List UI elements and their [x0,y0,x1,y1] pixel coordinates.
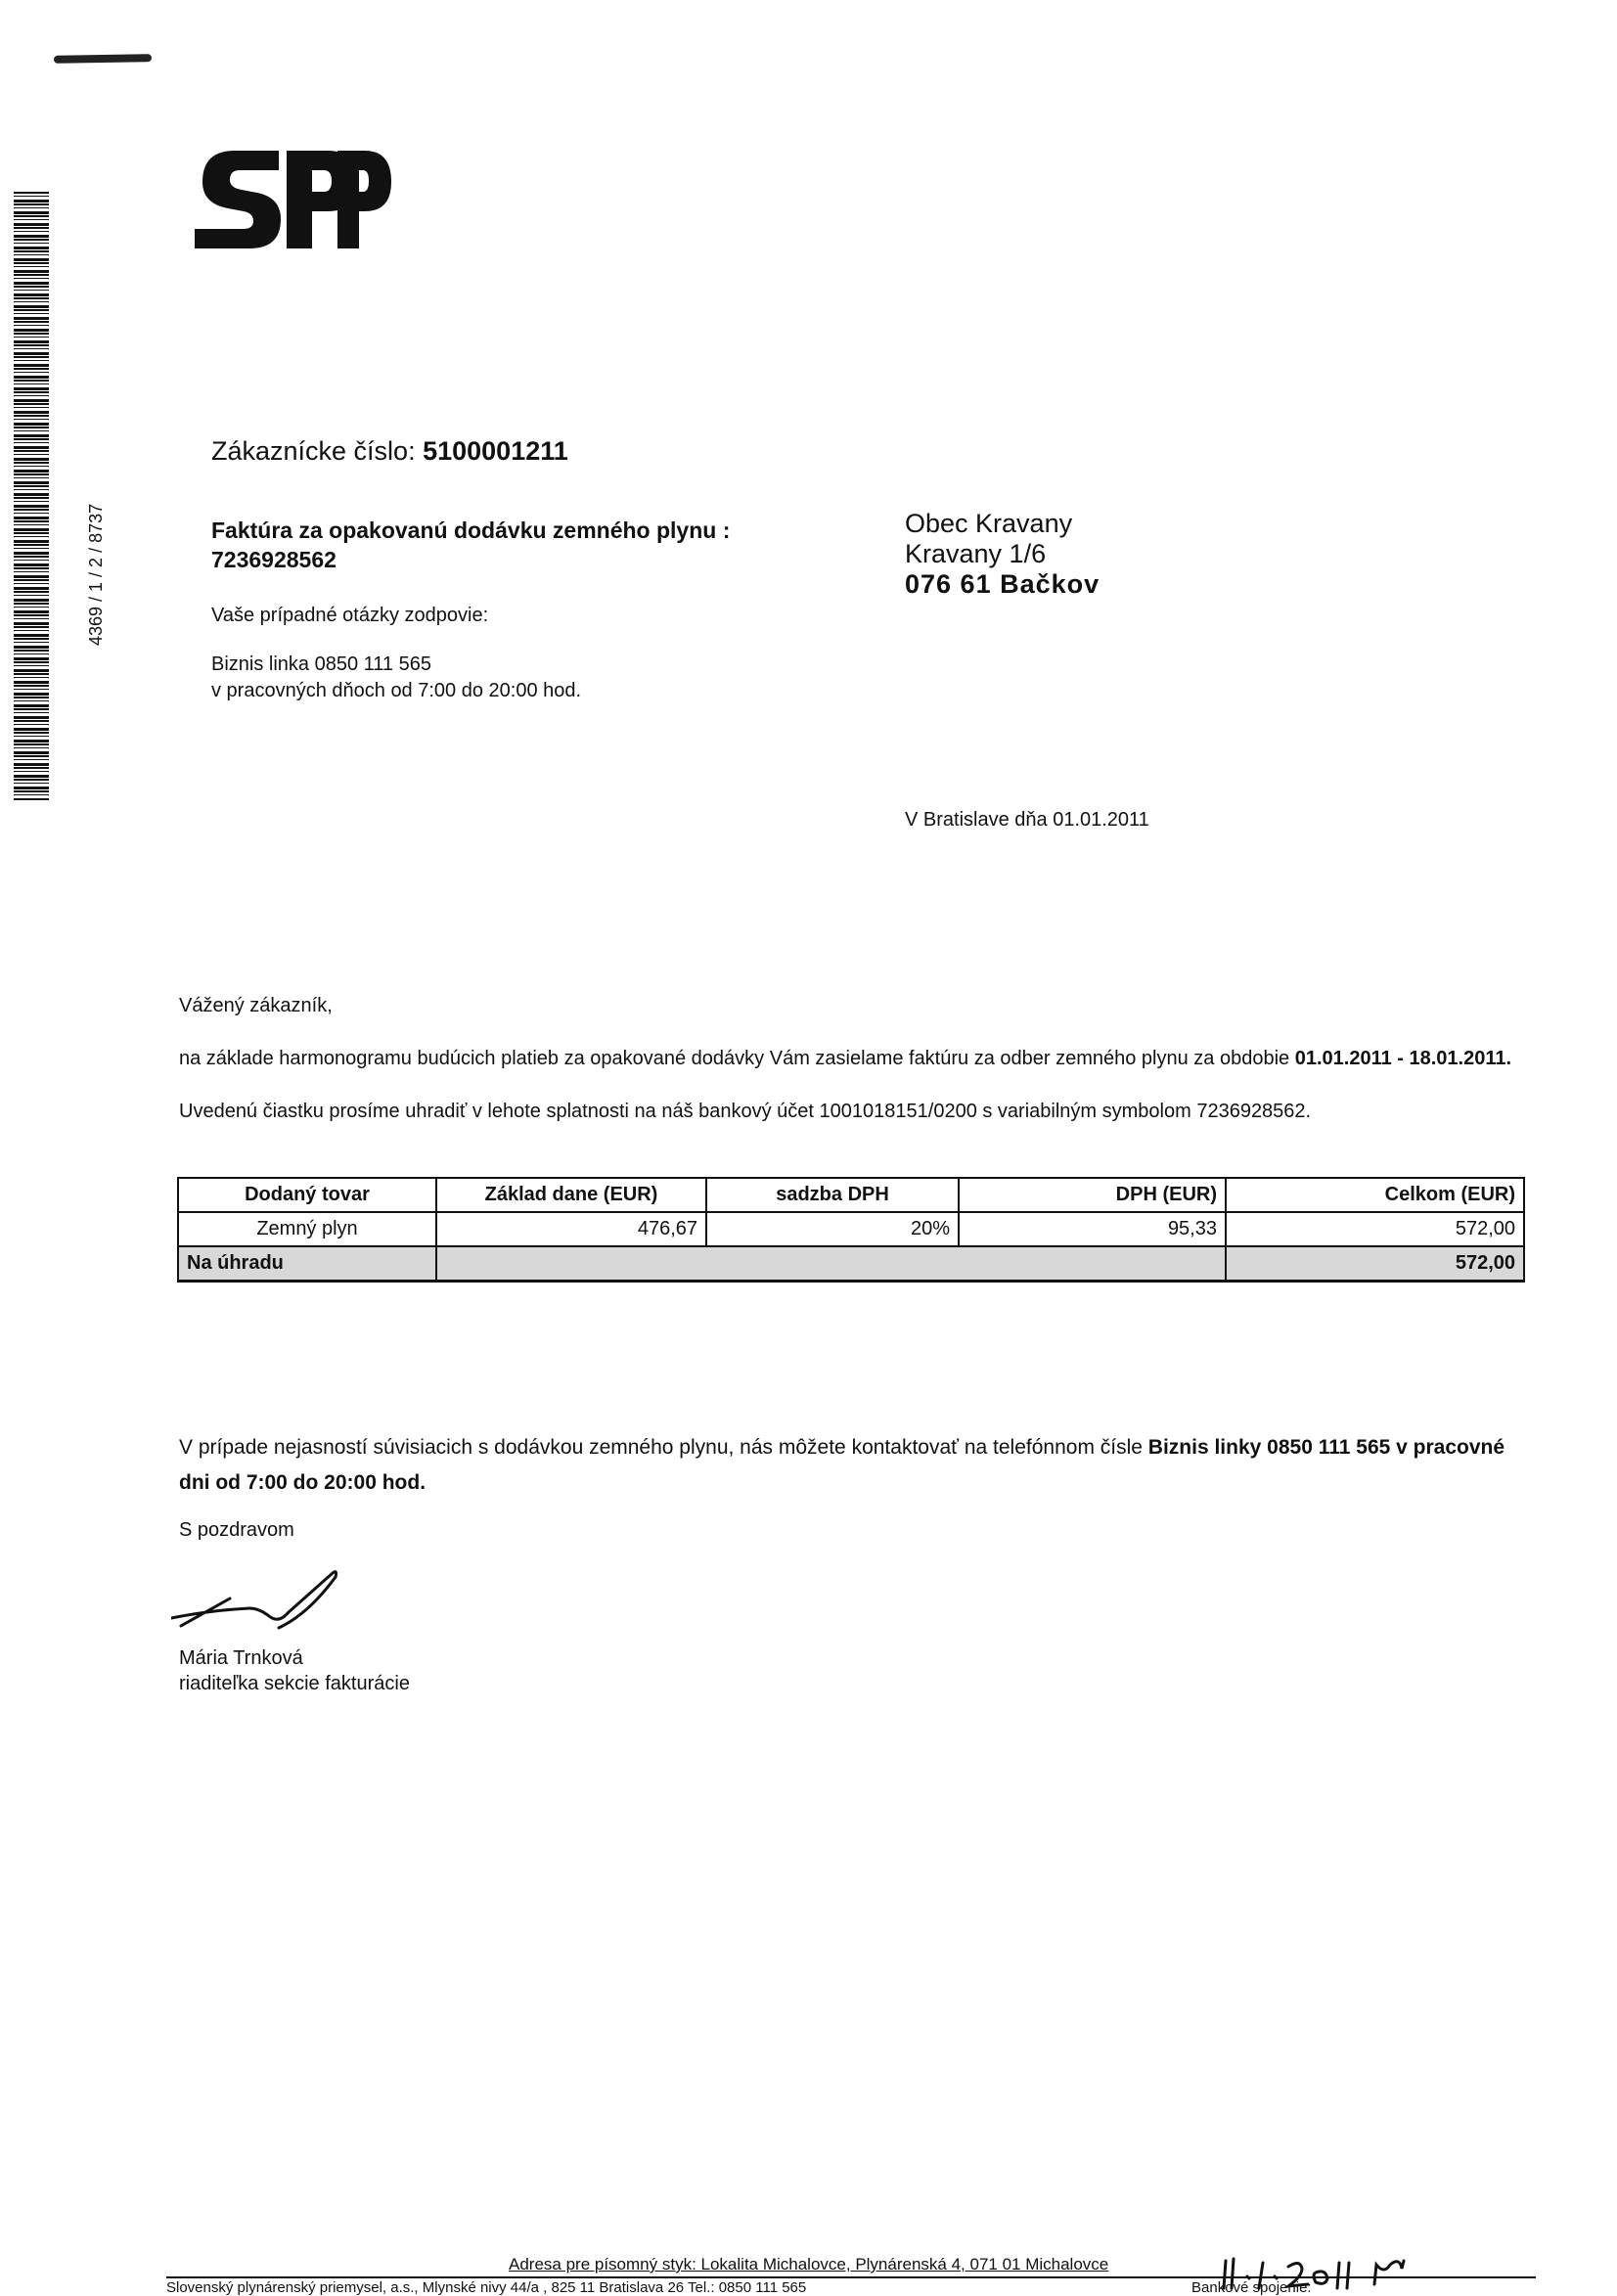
recipient-street: Kravany 1/6 [905,539,1047,568]
invoice-title-line1: Faktúra za opakovanú dodávku zemného plynu : [211,518,731,543]
footer-divider [166,2276,1536,2278]
contact-paragraph [179,1430,1539,1501]
table-header: Celkom (EUR) [1226,1178,1524,1212]
hotline-line1: Biznis linka 0850 111 565 [211,653,431,675]
place-date: V Bratislave dňa 01.01.2011 [905,809,1149,831]
salutation: Vážený zákazník, [179,995,333,1016]
customer-number [211,436,568,467]
invoice-title [211,516,730,574]
invoice-table [177,1177,1525,1283]
letter-paragraph-1 [179,1046,1529,1072]
side-code: 4369 / 1 / 2 / 8737 [86,503,106,646]
recipient-city: 076 61 Bačkov [905,569,1100,599]
questions-text: Vaše prípadné otázky zodpovie: [211,605,489,626]
barcode [14,192,49,800]
signature [171,1565,347,1634]
table-cell: Zemný plyn [178,1212,436,1246]
regards: S pozdravom [179,1519,294,1541]
recipient-name: Obec Kravany [905,509,1073,538]
table-header: DPH (EUR) [959,1178,1226,1212]
table-cell: 476,67 [436,1212,706,1246]
table-header: Dodaný tovar [178,1178,436,1212]
table-header: Základ dane (EUR) [436,1178,706,1212]
footer-company: Slovenský plynárenský priemysel, a.s., Mlynské nivy 44/a , 825 11 Bratislava 26 Tel.: 0850 111 565 [166,2279,807,2296]
signer-name: Mária Trnková [179,1647,303,1669]
table-header-row [178,1178,1524,1212]
table-cell: 20% [706,1212,959,1246]
spp-logo [191,147,391,252]
para1-text: na základe harmonogramu budúcich platieb za opakované dodávky Vám zasielame faktúru za odber zemného plynu za obdobie [179,1048,1295,1069]
invoice-number: 7236928562 [211,547,337,572]
pen-mark [54,54,152,64]
contact-hotline: Biznis linky 0850 111 565 v pracovné dni od 7:00 do 20:00 hod. [179,1436,1505,1494]
table-header: sadzba DPH [706,1178,959,1212]
table-cell: 572,00 [1226,1212,1524,1246]
total-label: Na úhradu [178,1246,436,1282]
contact-text: V prípade nejasností súvisiacich s dodávkou zemného plynu, nás môžete kontaktovať na telefónnom čísle [179,1436,1148,1459]
billing-period: 01.01.2011 - 18.01.2011. [1294,1048,1512,1069]
customer-number-label: Zákaznícke číslo: [211,436,424,466]
table-cell: 95,33 [959,1212,1226,1246]
customer-number-value: 5100001211 [423,436,568,466]
total-value: 572,00 [1226,1246,1524,1282]
signer-role: riaditeľka sekcie fakturácie [179,1673,410,1694]
footer-address: Adresa pre písomný styk: Lokalita Michalovce, Plynárenská 4, 071 01 Michalovce [509,2255,1109,2273]
hotline-info [211,652,581,704]
table-row [178,1212,1524,1246]
hotline-line2: v pracovných dňoch od 7:00 do 20:00 hod. [211,680,582,701]
recipient-address [905,509,1100,600]
footer-bank: Bankové spojenie: [1191,2279,1312,2296]
letter-paragraph-2: Uvedenú čiastku prosíme uhradiť v lehote splatnosti na náš bankový účet 1001018151/0200 s variabilným symbolom 7236928562. [179,1101,1312,1122]
table-total-row [178,1246,1524,1282]
